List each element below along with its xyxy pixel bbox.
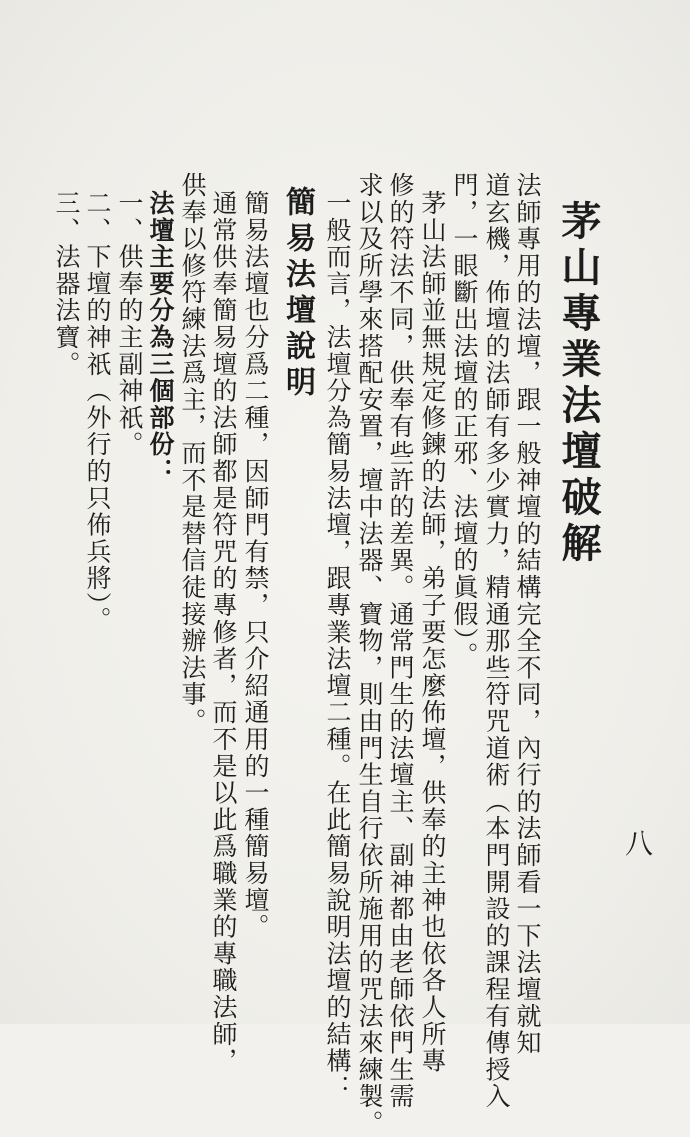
intro-line-3: 門，一眼斷出法壇的正邪、法壇的眞假）。 (450, 172, 479, 669)
page-title: 茅山專業法壇破解 (555, 200, 602, 568)
section-heading: 簡易法壇說明 (280, 186, 315, 402)
intro-line-4: 茅山法師並無規定修鍊的法師，弟子要怎麼佈壇，供奉的主神也依各人所專 (418, 190, 447, 1075)
intro-line-5: 修的符法不同，供奉有些許的差異。通常門生的法壇主、副神都由老師依門生需 (386, 172, 415, 1110)
intro-line-1: 法師專用的法壇，跟一般神壇的結構完全不同，內行的法師看一下法壇就知 (513, 172, 542, 1057)
intro-line-6: 求以及所學來搭配安置，壇中法器、寶物，則由門生自行依所施用的咒法來練製。 (355, 172, 384, 1137)
page-number: 八 (625, 827, 654, 860)
parts-heading: 法壇主要分為三個部份： (146, 190, 175, 485)
section-line-3: 供奉以修符練法爲主，而不是替信徒接辦法事。 (178, 172, 207, 735)
section-line-2: 通常供奉簡易壇的法師都是符咒的專修者，而不是以此爲職業的專職法師， (209, 190, 238, 1075)
intro-line-7: 一般而言，法壇分為簡易法壇，跟專業法壇二種。在此簡易說明法壇的結構： (323, 190, 352, 1102)
part-item-2: 二、下壇的神祇（外行的只佈兵將）。 (83, 190, 112, 634)
part-item-3: 三、法器法寶。 (52, 190, 81, 378)
section-line-1: 簡易法壇也分爲二種，因師門有禁，只介紹通用的一種簡易壇。 (241, 190, 270, 941)
part-item-1: 一、供奉的主副神祇。 (115, 190, 144, 458)
intro-line-2: 道玄機，佈壇的法師有多少實力，精通那些符咒道術（本門開設的課程有傳授入 (482, 172, 511, 1110)
